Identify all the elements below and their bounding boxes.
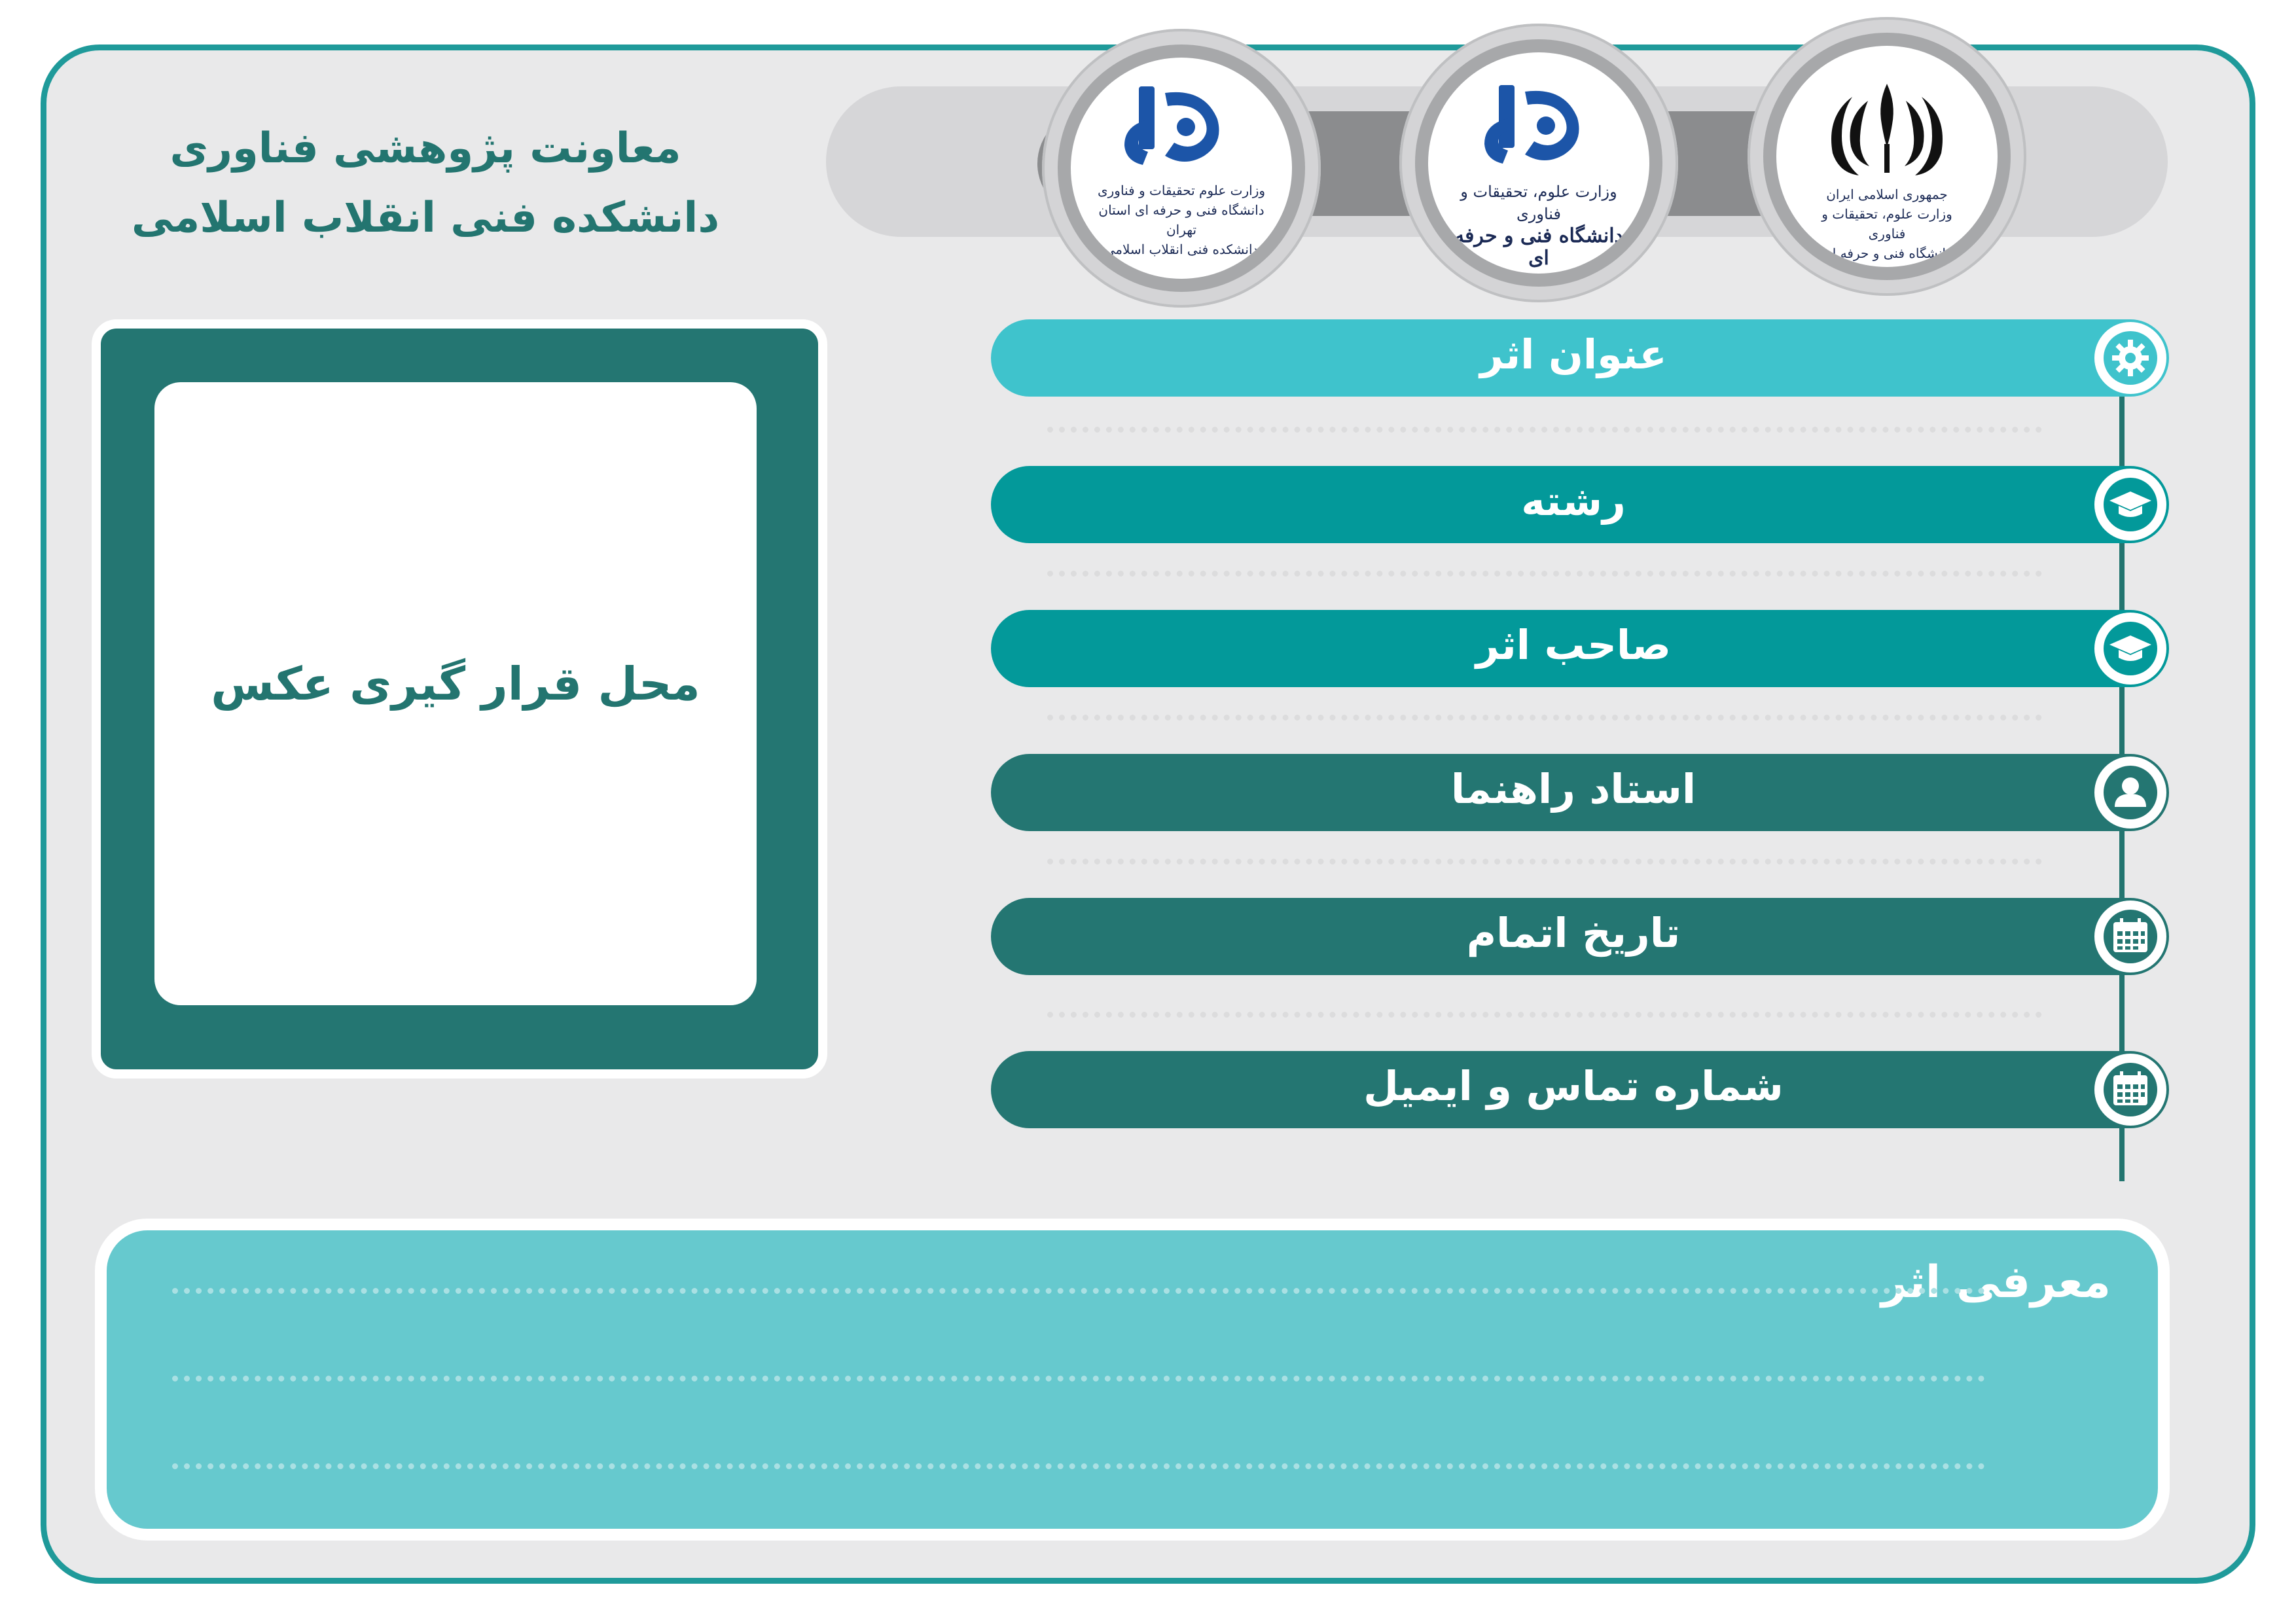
field-author[interactable]: [991, 610, 2169, 687]
graduation-cap-icon: [2104, 478, 2157, 531]
org-title-line1: معاونت پژوهشی فناوری: [170, 124, 681, 173]
field-label: شماره تماس و ایمیل: [1363, 1062, 1784, 1110]
field-contact[interactable]: [991, 1051, 2169, 1128]
intro-line: [172, 1288, 1985, 1294]
field-icon-badge: [2094, 757, 2166, 829]
intro-box[interactable]: [95, 1219, 2170, 1541]
field-label: صاحب اثر: [1475, 621, 1672, 669]
field-work-title[interactable]: [991, 319, 2169, 397]
calendar-icon: [2104, 1063, 2157, 1116]
field-label: استاد راهنما: [1450, 765, 1696, 813]
org-title-line2: دانشکده فنی انقلاب اسلامی: [131, 194, 720, 242]
field-major[interactable]: [991, 466, 2169, 543]
field-icon-badge: [2094, 469, 2166, 541]
photo-frame: [92, 319, 827, 1079]
field-supervisor[interactable]: [991, 754, 2169, 831]
logo-caption: وزارت علوم، تحقیقات و فناوری دانشگاه فنی و حرفه ای: [1454, 183, 1623, 270]
photo-placeholder[interactable]: [154, 382, 757, 1005]
field-divider: [1047, 427, 2042, 433]
field-icon-badge: [2094, 1054, 2166, 1126]
field-divider: [1047, 859, 2042, 865]
logo-tvu: [1399, 24, 1678, 302]
field-divider: [1047, 715, 2042, 721]
calendar-icon: [2104, 910, 2157, 963]
logo-caption: جمهوری اسلامی ایران وزارت علوم، تحقیقات و فناوری دانشگاه فنی و حرفه ای: [1821, 187, 1952, 261]
logo-iran-emblem: [1748, 17, 2026, 296]
field-divider: [1047, 1012, 2042, 1018]
gear-icon: [2104, 332, 2157, 384]
intro-title: معرفی اثر: [1881, 1257, 2111, 1308]
field-completion-date[interactable]: [991, 898, 2169, 975]
graduation-cap-icon: [2104, 622, 2157, 675]
intro-line: [172, 1376, 1985, 1382]
field-label: عنوان اثر: [1480, 330, 1667, 378]
logo-tvu-college: [1042, 29, 1321, 308]
field-icon-badge: [2094, 322, 2166, 394]
field-label: رشته: [1521, 477, 1626, 525]
logo-caption: وزارت علوم تحقیقات و فناوری دانشگاه فنی و حرفه ای استان تهران دانشکده فنی انقلاب اسلامی: [1097, 183, 1266, 257]
field-divider: [1047, 571, 2042, 577]
field-icon-badge: [2094, 613, 2166, 685]
field-icon-badge: [2094, 901, 2166, 972]
intro-line: [172, 1463, 1985, 1469]
field-label: تاریخ اتمام: [1466, 909, 1681, 957]
user-icon: [2104, 766, 2157, 819]
photo-placeholder-label: محل قرار گیری عکس: [211, 657, 700, 711]
